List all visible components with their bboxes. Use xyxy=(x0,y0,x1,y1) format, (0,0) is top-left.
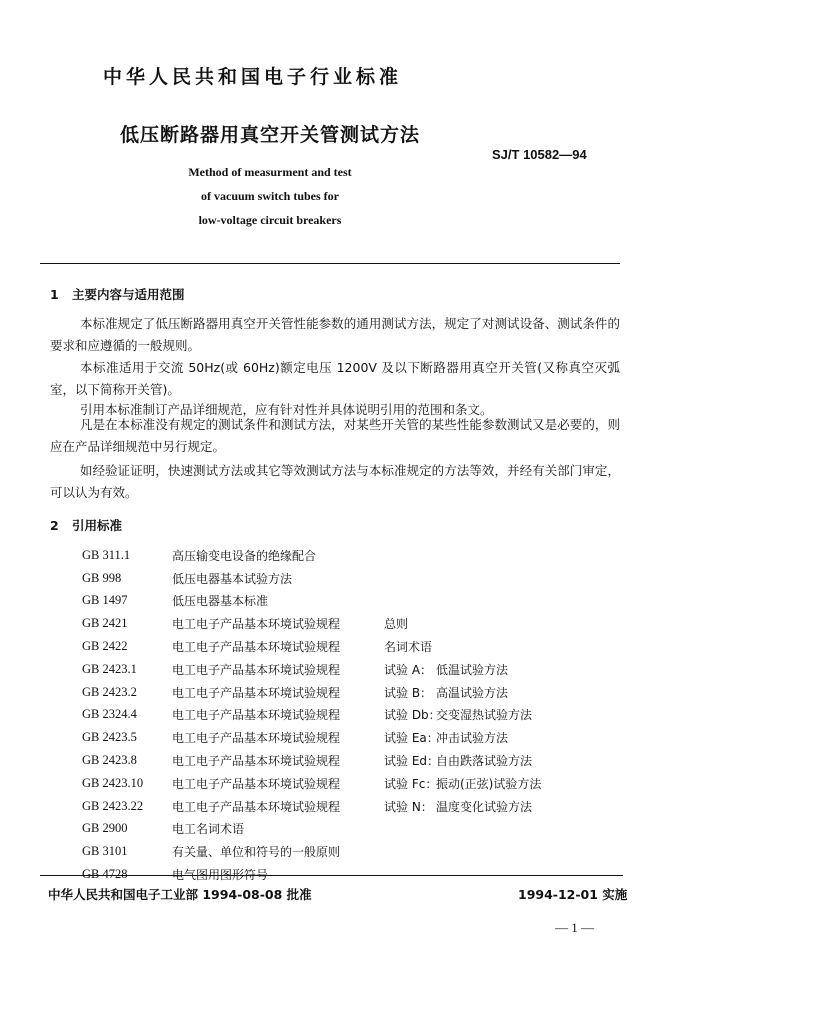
reference-title: 电气图用图形符号 xyxy=(172,868,269,883)
reference-topic: 温度变化试验方法 xyxy=(436,799,533,814)
reference-title: 低压电器基本试验方法 xyxy=(172,571,293,586)
section-number: 2 xyxy=(50,518,59,533)
reference-title: 电工电子产品基本环境试验规程 xyxy=(172,776,341,791)
reference-subtitle: 试验 N： xyxy=(384,799,433,814)
reference-title: 电工名词术语 xyxy=(172,822,245,837)
reference-topic: 高温试验方法 xyxy=(436,685,509,700)
paragraph: 如经验证证明，快速测试方法或其它等效测试方法与本标准规定的方法等效，并经有关部门审定，可以认为有效。 xyxy=(50,463,620,500)
document-title-en xyxy=(150,160,390,232)
standard-code: SJ/T 10582—94 xyxy=(492,147,587,162)
reference-code: GB 998 xyxy=(82,570,122,585)
reference-row xyxy=(82,818,541,841)
paragraph: 凡是在本标准没有规定的测试条件和测试方法，对某些开关管的某些性能参数测试又是必要的，则应在产品详细规范中另行规定。 xyxy=(50,417,620,454)
header-divider xyxy=(40,263,620,264)
reference-code: GB 311.1 xyxy=(82,547,131,562)
reference-title: 电工电子产品基本环境试验规程 xyxy=(172,799,341,814)
reference-code: GB 2423.1 xyxy=(82,661,137,676)
reference-standards-list xyxy=(82,544,541,886)
reference-title: 电工电子产品基本环境试验规程 xyxy=(172,754,341,769)
section-2-heading xyxy=(50,516,122,534)
reference-title: 电工电子产品基本环境试验规程 xyxy=(172,708,341,723)
reference-row xyxy=(82,795,541,818)
paragraph: 本标准适用于交流 50Hz(或 60Hz)额定电压 1200V 及以下断路器用真空开关管(又称真空灭弧室，以下简称开关管)。 xyxy=(50,360,620,397)
title-en-line: low-voltage circuit breakers xyxy=(198,213,342,227)
reference-title: 有关量、单位和符号的一般原则 xyxy=(172,845,341,860)
reference-title: 电工电子产品基本环境试验规程 xyxy=(172,617,341,632)
paragraph: 本标准规定了低压断路器用真空开关管性能参数的通用测试方法，规定了对测试设备、测试条件的要求和应遵循的一般规则。 xyxy=(50,316,620,353)
page-number: — 1 — xyxy=(555,920,594,935)
reference-title: 低压电器基本标准 xyxy=(172,594,269,609)
reference-row xyxy=(82,840,541,863)
reference-code: GB 1497 xyxy=(82,593,128,608)
paragraph: 引用本标准制订产品详细规范，应有针对性并具体说明引用的范围和条文。 xyxy=(80,402,493,417)
reference-title: 电工电子产品基本环境试验规程 xyxy=(172,731,341,746)
reference-title: 电工电子产品基本环境试验规程 xyxy=(172,662,341,677)
reference-subtitle: 试验 Fc： xyxy=(384,776,438,791)
reference-row xyxy=(82,749,541,772)
reference-code: GB 2423.22 xyxy=(82,798,144,813)
title-en-line: Method of measurment and test xyxy=(188,165,352,179)
reference-subtitle: 名词术语 xyxy=(384,640,433,655)
reference-topic: 交变湿热试验方法 xyxy=(436,708,533,723)
issuing-organization: 中华人民共和国电子行业标准 xyxy=(103,66,403,88)
footer-divider xyxy=(40,875,623,876)
reference-row xyxy=(82,567,541,590)
reference-title: 电工电子产品基本环境试验规程 xyxy=(172,685,341,700)
reference-code: GB 2421 xyxy=(82,616,128,631)
reference-subtitle: 试验 A： xyxy=(384,662,433,677)
reference-topic: 振动(正弦)试验方法 xyxy=(436,776,542,791)
reference-code: GB 2423.2 xyxy=(82,684,137,699)
reference-row xyxy=(82,635,541,658)
reference-subtitle: 试验 Ea： xyxy=(384,731,439,746)
section-title: 引用标准 xyxy=(72,518,123,533)
section-number: 1 xyxy=(50,287,59,302)
reference-row xyxy=(82,726,541,749)
reference-row xyxy=(82,681,541,704)
reference-title: 高压输变电设备的绝缘配合 xyxy=(172,548,317,563)
title-en-line: of vacuum switch tubes for xyxy=(201,189,339,203)
approval-note: 中华人民共和国电子工业部 1994-08-08 批准 xyxy=(48,887,312,902)
reference-row xyxy=(82,772,541,795)
reference-code: GB 2423.8 xyxy=(82,753,137,768)
document-title-cn: 低压断路器用真空开关管测试方法 xyxy=(120,124,421,146)
reference-subtitle: 总则 xyxy=(384,617,409,632)
reference-code: GB 2900 xyxy=(82,821,128,836)
section-1-heading xyxy=(50,285,185,303)
reference-row xyxy=(82,658,541,681)
reference-row xyxy=(82,590,541,613)
reference-subtitle: 试验 Ed： xyxy=(384,754,440,769)
reference-code: GB 2423.10 xyxy=(82,775,144,790)
reference-row xyxy=(82,704,541,727)
reference-topic: 低温试验方法 xyxy=(436,662,509,677)
section-title: 主要内容与适用范围 xyxy=(72,287,185,302)
reference-topic: 自由跌落试验方法 xyxy=(436,754,533,769)
effective-date: 1994-12-01 实施 xyxy=(518,887,628,902)
reference-row xyxy=(82,544,541,567)
reference-subtitle: 试验 Db： xyxy=(384,708,441,723)
reference-code: GB 2423.5 xyxy=(82,730,137,745)
reference-subtitle: 试验 B： xyxy=(384,685,433,700)
reference-code: GB 2422 xyxy=(82,639,128,654)
reference-code: GB 2324.4 xyxy=(82,707,137,722)
reference-topic: 冲击试验方法 xyxy=(436,731,509,746)
reference-code: GB 4728 xyxy=(82,867,128,882)
reference-code: GB 3101 xyxy=(82,844,128,859)
reference-title: 电工电子产品基本环境试验规程 xyxy=(172,640,341,655)
reference-row xyxy=(82,612,541,635)
